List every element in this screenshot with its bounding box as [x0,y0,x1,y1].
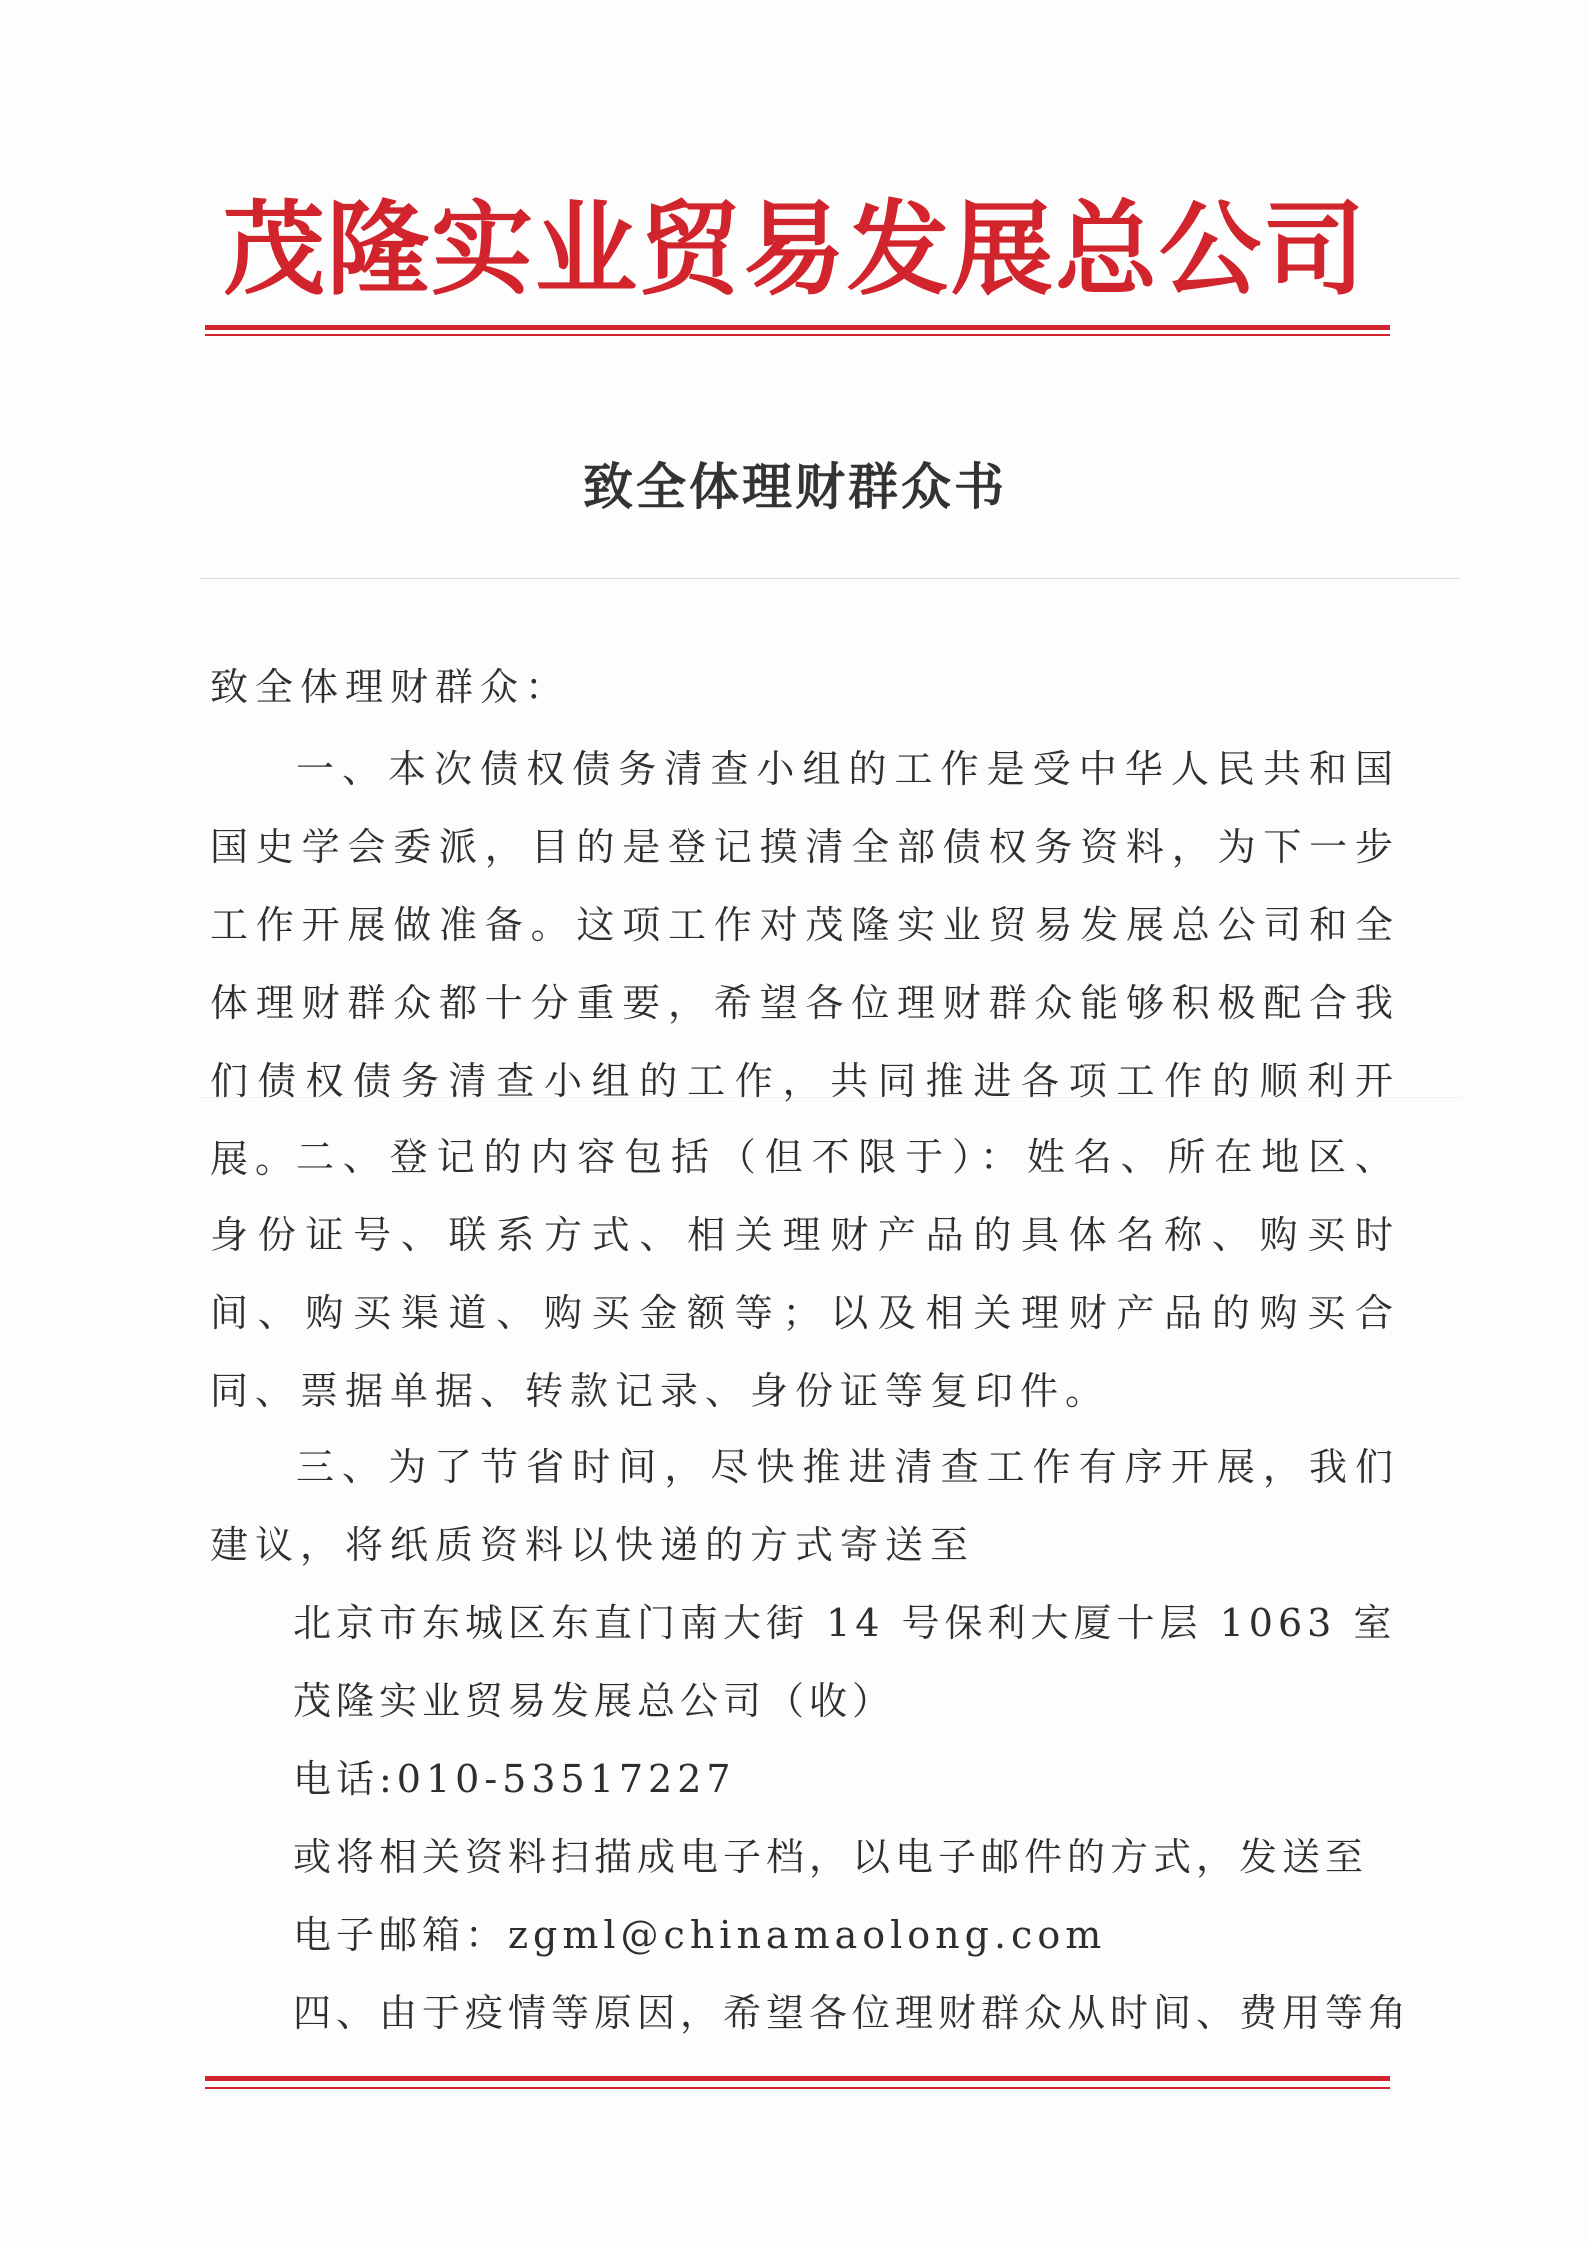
paragraph-3: 三、为了节省时间，尽快推进清查工作有序开展，我们建议，将纸质资料以快递的方式寄送至 [210,1445,1400,1567]
footer-rule-thin [205,2087,1390,2089]
mailing-address: 北京市东城区东直门南大街 14 号保利大厦十层 1063 室 [293,1601,1397,1645]
paragraph-1: 一、本次债权债务清查小组的工作是受中华人民共和国国史学会委派，目的是登记摸清全部债权务资料，为下一步工作开展做准备。这项工作对茂隆实业贸易发展总公司和全体理财群众都十分重要，希望各位理财群众能够积极配合我们债权债务清查小组的工作，共同推进各项工作的顺利开展。 [210,747,1400,1181]
mailing-recipient: 茂隆实业贸易发展总公司（收） [293,1679,896,1723]
letterhead-rule-thin [205,334,1390,336]
scan-artifact-line [200,578,1460,579]
footer-rule-thick [205,2076,1390,2081]
paragraph-4-partial: 四、由于疫情等原因，希望各位理财群众从时间、费用等角 [293,1991,1412,2035]
contact-phone: 电话:010-53517227 [293,1757,736,1801]
contact-email: 电子邮箱：zgml@chinamaolong.com [293,1913,1107,1957]
salutation: 致全体理财群众： [210,665,571,709]
email-instruction: 或将相关资料扫描成电子档，以电子邮件的方式，发送至 [293,1835,1369,1879]
letterhead-rule-thick [205,325,1390,330]
letterhead-company-name: 茂隆实业贸易发展总公司 [223,190,1367,310]
paragraph-2: 二、登记的内容包括（但不限于）：姓名、所在地区、身份证号、联系方式、相关理财产品的具体名称、购买时间、购买渠道、购买金额等；以及相关理财产品的购买合同、票据单据、转款记录、身份证等复印件。 [210,1135,1400,1413]
document-title: 致全体理财群众书 [583,457,1007,516]
